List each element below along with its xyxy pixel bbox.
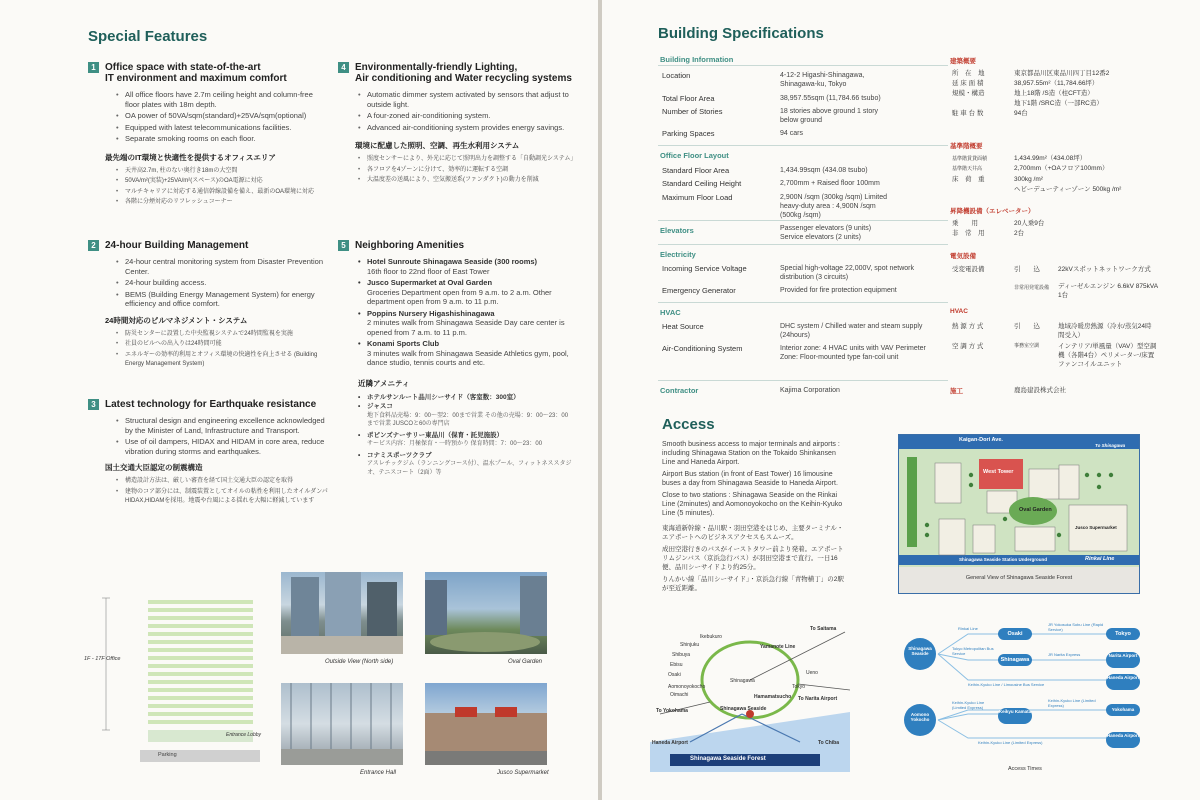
jp-spec-label: 所 在 地 xyxy=(952,70,985,77)
route-line-label: JR Yokosuka Sobu Line (Rapid Service) xyxy=(1048,622,1104,632)
photo-oval-garden xyxy=(425,572,547,654)
jp-spec-label: 非 常 用 xyxy=(952,230,985,237)
parking-label: Parking xyxy=(158,752,177,758)
feature-4-jp-bullet: • 各フロアを4ゾーンに分けて、効率的に運転する空調 xyxy=(358,166,574,176)
spec-value: 94 cars xyxy=(780,130,803,137)
route-line-label: Tokyo Metropolitan Bus Service xyxy=(952,646,994,656)
feature-2-bullet: • BEMS (Building Energy Management System) for energy efficiency and office comfort. xyxy=(116,290,328,309)
jp-spec-label: 基準階天井高 xyxy=(952,166,983,172)
feature-1-jp-bullet: • 50VA/m²(実装)+25VA/m²(スペース)のOA電源に対応 xyxy=(116,177,328,187)
feature-3-jp-bullet: • 建物のコア部分には、制震装置としてオイルの粘性を利用したオイルダンパHIDAX,HIDAMを採用。地震や台風による揺れを大幅に軽減しています xyxy=(116,488,328,507)
amenity-name: • Konami Sports Club xyxy=(358,339,574,349)
map-oval-garden: Oval Garden xyxy=(1019,507,1052,513)
spec-label: Incoming Service Voltage xyxy=(662,264,747,273)
special-features-title: Special Features xyxy=(88,28,208,45)
route-node-haneda: Haneda Airport xyxy=(1106,674,1140,690)
jp-spec-section: 建築概要 xyxy=(950,58,976,65)
jp-spec-section: 基準階概要 xyxy=(950,143,983,150)
rail-osaki: Osaki xyxy=(668,672,681,678)
jp-spec-label: 規模・構造 xyxy=(952,90,985,97)
route-diagram xyxy=(898,620,1148,780)
jp-spec-section: HVAC xyxy=(950,308,968,315)
spec-divider xyxy=(658,244,948,245)
caption-oval-garden: Oval Garden xyxy=(508,659,543,665)
spec-label: Emergency Generator xyxy=(662,286,736,295)
amenity-desc: 16th floor to 22nd floor of East Tower xyxy=(367,266,490,276)
area-map xyxy=(898,434,1140,594)
feature-1-heading-l1: Office space with state-of-the-art xyxy=(105,62,261,73)
jp-spec-label: 延 床 面 積 xyxy=(952,80,984,87)
access-jp-paragraph: 東海道新幹線・品川駅・羽田空港をはじめ、主要ターミナル・エアポートへのビジネスアクセスもスムーズ。 xyxy=(662,525,844,541)
feature-1 xyxy=(88,62,328,209)
jp-spec-label: 熱 源 方 式 xyxy=(952,323,984,330)
rail-to-saitama: To Saitama xyxy=(810,626,837,632)
jp-spec-value: 94台 xyxy=(1014,110,1028,117)
caption-outside-view: Outside View (North side) xyxy=(325,659,394,665)
amenity-desc: 2 minutes walk from Shinagawa Seaside Day care center is opened from 7 a.m. to 11 p.m. xyxy=(367,318,565,337)
spec-label: Total Floor Area xyxy=(662,94,715,103)
left-page xyxy=(0,0,598,800)
access-text xyxy=(662,440,847,593)
spec-value: 18 stories above ground 1 story below ground xyxy=(780,108,879,124)
feature-1-jp-bullet: • マルチキャリアに対応する通信幹線設備を備え、最新のOA環境に対応 xyxy=(116,188,328,198)
spec-label: Standard Floor Area xyxy=(662,166,730,175)
feature-2-number: 2 xyxy=(88,240,99,251)
route-line-label: Rinkai Line xyxy=(958,626,978,631)
rail-ebisu: Ebisu xyxy=(670,662,683,668)
photo-jusco-supermarket xyxy=(425,683,547,765)
jp-spec-value: ディーゼルエンジン 6.6kV 875kVA 1台 xyxy=(1058,283,1158,299)
spec-value: 2,900N /sqm (300kg /sqm) Limited heavy-duty area : 4,900N /sqm (500kg /sqm) xyxy=(780,194,887,219)
caption-jusco-supermarket: Jusco Supermarket xyxy=(497,770,549,776)
amenity-jp-name: • ジャスコ xyxy=(358,402,574,412)
spec-divider xyxy=(658,220,948,221)
jp-spec-value: 地下1階 /SRC造（一部RC造） xyxy=(1014,100,1103,107)
spec-value: Interior zone: 4 HVAC units with VAV Perimeter Zone: Floor-mounted type fan-coil unit xyxy=(780,345,926,361)
jp-spec-table xyxy=(948,52,1168,404)
feature-4 xyxy=(338,62,577,187)
rail-map xyxy=(650,622,850,772)
spec-divider xyxy=(658,145,948,146)
jp-spec-value: 300kg /m² xyxy=(1014,176,1043,183)
feature-2-jp-bullet: • 社員のビルへの出入りは24時間可能 xyxy=(116,340,328,350)
office-floor-label: 1F - 17F Office xyxy=(84,656,121,662)
feature-4-bullet: • Automatic dimmer system activated by sensors that adjust to outside light. xyxy=(358,90,574,109)
jp-spec-label: 基準階賃貸面積 xyxy=(952,156,988,162)
feature-2 xyxy=(88,240,328,371)
access-title: Access xyxy=(662,416,715,433)
jp-spec-value: 22kVスポットネットワーク方式 xyxy=(1058,266,1151,273)
spec-label: Heat Source xyxy=(662,322,704,331)
spec-divider xyxy=(658,65,948,66)
feature-1-number: 1 xyxy=(88,62,99,73)
jp-spec-mid: 事務室空調 xyxy=(1014,343,1040,349)
rail-ikebukuro: Ikebukuro xyxy=(700,634,722,640)
jp-spec-label: 受変電設備 xyxy=(952,266,985,273)
route-start-seaside: Shinagawa Seaside xyxy=(908,646,932,656)
route-node-keikyu-kamata: Keikyu Kamata xyxy=(998,708,1032,724)
route-line-label: JR Narita Express xyxy=(1048,652,1081,657)
amenity-jp-desc: サービス内容：月極保育・一時預かり 保育時間：7：00〜23：00 xyxy=(367,441,543,447)
route-node-haneda-2: Haneda Airport xyxy=(1106,732,1140,748)
access-paragraph: Close to two stations : Shinagawa Seaside on the Rinkai Line (2minutes) and Aomonoyokocho on the Keihin-Kyuko Line (5 minutes). xyxy=(662,492,843,517)
amenity-jp-name: • コナミスポーツクラブ xyxy=(358,451,574,461)
jp-spec-mid: 引 込 xyxy=(1014,266,1040,273)
map-rinkai-line: Rinkai Line xyxy=(1085,556,1115,562)
rail-oimachi: Oimachi xyxy=(670,692,689,698)
route-node-shinagawa: Shinagawa xyxy=(998,654,1032,666)
building-specifications-title: Building Specifications xyxy=(658,25,824,42)
route-node-tokyo: Tokyo xyxy=(1106,628,1140,640)
jp-spec-label: 床 荷 重 xyxy=(952,176,985,183)
spec-value: 2,700mm + Raised floor 100mm xyxy=(780,180,880,187)
rail-shinagawa: Shinagawa xyxy=(730,678,755,684)
spec-section-hvac: HVAC xyxy=(660,308,681,317)
feature-1-bullet: • Separate smoking rooms on each floor. xyxy=(116,134,328,144)
photo-outside-view xyxy=(281,572,403,654)
feature-4-heading-l2: Air conditioning and Water recycling systems xyxy=(355,73,572,84)
photo-oval-svg xyxy=(425,572,547,654)
spec-divider xyxy=(658,302,948,303)
feature-1-bullet: • Equipped with latest telecommunications facilities. xyxy=(116,123,328,133)
jp-spec-mid: 非常用発電設備 xyxy=(1014,285,1050,291)
route-line-label: Keihin-Kyuko Line (Limited Express) xyxy=(952,700,985,710)
feature-2-bullet: • 24-hour central monitoring system from Disaster Prevention Center. xyxy=(116,257,328,276)
feature-5-number: 5 xyxy=(338,240,349,251)
map-west-tower: West Tower xyxy=(983,469,1014,475)
feature-2-jp-bullet: • 防災センターに設置した中央監視システムで24時間監視を実施 xyxy=(116,330,328,340)
feature-3-number: 3 xyxy=(88,399,99,410)
access-jp-paragraph: 成田空港行きのバスがイーストタワー前より発着。エアポートリムジンバス（京浜急行バス）が羽田空港まで直行。一日16便、品川シーサイドより約25分。 xyxy=(662,546,844,571)
feature-3 xyxy=(88,399,328,508)
rail-haneda: Haneda Airport xyxy=(652,740,688,746)
spec-label: Number of Stories xyxy=(662,107,723,116)
photo-hall-svg xyxy=(281,683,403,765)
spec-label: Maximum Floor Load xyxy=(662,193,733,202)
access-paragraph: Smooth business access to major terminals and airports : including Shinagawa Station on the Tokaido Shinkansen Line and Haneda Airport. xyxy=(662,441,840,466)
jp-spec-value: 2,700mm（+OAフロア100mm） xyxy=(1014,165,1109,172)
jp-spec-value: 1,434.99m²（434.08坪） xyxy=(1014,155,1087,162)
route-line-label: Keihin-Kyuko Line (Limited Express) xyxy=(978,740,1043,745)
jp-spec-value: 地域冷暖房熱源（冷水/蒸気24時間受入） xyxy=(1058,323,1152,339)
jp-spec-section: 施工 xyxy=(950,388,963,395)
feature-5-heading: Neighboring Amenities xyxy=(355,240,465,251)
rail-shinjuku: Shinjuku xyxy=(680,642,700,648)
building-section-svg xyxy=(88,590,268,770)
spec-label: Standard Ceiling Height xyxy=(662,179,742,188)
spec-label: Air-Conditioning System xyxy=(662,344,743,353)
amenity-jp-name: • ポピンズナーサリー東品川（保育・託児施設） xyxy=(358,431,574,441)
rail-to-chiba: To Chiba xyxy=(818,740,840,746)
jp-spec-value: 鹿島建設株式会社 xyxy=(1014,387,1066,394)
building-section-diagram xyxy=(84,590,268,770)
feature-4-number: 4 xyxy=(338,62,349,73)
map-jusco: Jusco Supermarket xyxy=(1075,525,1117,530)
feature-3-bullet: • Use of oil dampers, HIDAX and HIDAM in core area, reduce vibration during storms and earthquakes. xyxy=(116,437,328,456)
amenity-desc: Groceries Department open from 9 a.m. to 2 a.m. Other department open from 9 a.m. to 11 p.m. xyxy=(367,287,552,306)
feature-4-heading-l1: Environmentally-friendly Lighting, xyxy=(355,62,518,73)
access-paragraph: Airport Bus station (in front of East Tower) 16 limousine buses a day from Shinagawa Seaside to Haneda Airport. xyxy=(662,471,838,487)
feature-1-jp-bullet: • 天井高2.7m, 柱のない奥行き18mの大空間 xyxy=(116,167,328,177)
spec-value: DHC system / Chilled water and steam supply (24hours) xyxy=(780,323,923,339)
route-diagram-caption: Access Times xyxy=(1008,766,1042,772)
feature-2-jp-heading: 24時間対応のビルマネジメント・システム xyxy=(105,315,248,325)
amenity-desc: 3 minutes walk from Shinagawa Seaside Athletics gym, pool, dance studio, tennis courts and etc. xyxy=(367,348,569,367)
rail-to-narita: To Narita Airport xyxy=(798,696,838,702)
feature-3-jp-bullet: • 構造設計方法は、厳しい審査を経て国土交通大臣の認定を取得 xyxy=(116,477,328,487)
feature-1-jp-bullet: • 各階に分煙対応のリフレッシュコーナー xyxy=(116,198,328,208)
spec-value: Special high-voltage 22,000V, spot network distribution (3 circuits) xyxy=(780,265,914,281)
spec-value: Provided for fire protection equipment xyxy=(780,287,897,294)
map-station-label: Shinagawa Seaside Station Underground xyxy=(959,557,1048,562)
jp-spec-label: 空 調 方 式 xyxy=(952,343,984,350)
spec-table xyxy=(658,52,948,404)
jp-spec-value: 2台 xyxy=(1014,230,1025,237)
spec-label: Location xyxy=(662,71,691,80)
rail-yamanote: Yamanote Line xyxy=(760,644,796,650)
feature-1-bullet: • OA power of 50VA/sqm(standard)+25VA/sqm(optional) xyxy=(116,111,328,121)
rail-map-banner: Shinagawa Seaside Forest xyxy=(690,756,766,762)
spec-label: Parking Spaces xyxy=(662,129,715,138)
amenity-jp-desc: 地下食料品売場：9：00〜翌2：00まで営業 その他の売場：9：00〜23：00まで営業 JUSCOと60の専門店 xyxy=(367,412,569,427)
feature-1-jp-heading: 最先端のIT環境と快適性を提供するオフィスエリア xyxy=(105,152,276,162)
feature-4-jp-heading: 環境に配慮した照明、空調、再生水利用システム xyxy=(355,141,520,150)
route-line-label: Keihin-Kyuko Line (Limited Express) xyxy=(1048,698,1096,708)
rail-aomonoyokocho: Aomonoyokocho xyxy=(668,684,706,690)
right-page xyxy=(602,0,1200,800)
photo-jusco-svg xyxy=(425,683,547,765)
jp-spec-mid: 引 込 xyxy=(1014,323,1040,330)
entrance-lobby-label: Entrance Lobby xyxy=(226,732,262,738)
route-node-narita: Narita Airport xyxy=(1106,652,1140,668)
feature-3-bullet: • Structural design and engineering excellence acknowledged by the Minister of Land, Infrastructure and Transport. xyxy=(116,416,328,435)
amenity-name: • Jusco Supermarket at Oval Garden xyxy=(358,278,574,288)
photo-entrance-hall xyxy=(281,683,403,765)
jp-spec-value: インテリア/単風量（VAV）型空調機（各階4台）ペリメーター/床置ファンコイルユニット xyxy=(1058,343,1157,368)
feature-4-bullet: • A four-zoned air-conditioning system. xyxy=(358,111,574,121)
jp-spec-label: 駐 車 台 数 xyxy=(952,110,984,117)
area-map-caption: General View of Shinagawa Seaside Forest xyxy=(965,575,1073,581)
amenity-name: • Poppins Nursery Higashishinagawa xyxy=(358,309,574,319)
jp-spec-value: 38,957.55m²（11,784.66坪） xyxy=(1014,80,1099,87)
jp-spec-value: 東京都品川区東品川四丁目12番2 xyxy=(1014,70,1110,77)
route-start-aomono: Aomono Yokocho xyxy=(910,712,930,722)
route-line-label: Keihin-Kyuko Line / Limousine Bus Service xyxy=(968,682,1045,687)
rail-ueno: Ueno xyxy=(806,670,818,676)
spec-section-electricity: Electricity xyxy=(660,250,696,259)
rail-tokyo: Tokyo xyxy=(792,684,806,690)
jp-spec-value: 20人乗9台 xyxy=(1014,220,1045,227)
amenities-jp-heading: 近隣アメニティ xyxy=(358,378,410,388)
spec-section-elevators: Elevators xyxy=(660,226,694,235)
feature-2-heading: 24-hour Building Management xyxy=(105,240,249,251)
spec-section-contractor: Contractor xyxy=(660,386,699,395)
feature-3-jp-heading: 国土交通大臣認定の制震構造 xyxy=(105,463,203,472)
route-node-osaki: Osaki xyxy=(998,628,1032,640)
amenity-jp-name: • ホテルサンルート品川シーサイド（客室数：300室） xyxy=(358,393,574,403)
spec-value: Kajima Corporation xyxy=(780,387,840,394)
feature-2-jp-bullet: • エネルギーの効率的利用とオフィス環境の快適性を向上させる (Building Energy Management System) xyxy=(116,351,328,370)
amenity-name: • Hotel Sunroute Shinagawa Seaside (300 rooms) xyxy=(358,257,574,267)
map-to-shinagawa: To Shinagawa xyxy=(1095,443,1126,448)
jp-spec-value: ヘビーデューティーゾーン 500kg /m² xyxy=(1014,186,1122,193)
rail-shibuya: Shibuya xyxy=(672,652,691,658)
caption-entrance-hall: Entrance Hall xyxy=(360,770,397,776)
spec-divider xyxy=(658,380,948,381)
feature-3-heading: Latest technology for Earthquake resistance xyxy=(105,399,317,410)
spec-section-info: Building Information xyxy=(660,55,734,64)
feature-4-bullet: • Advanced air-conditioning system provides energy savings. xyxy=(358,123,574,133)
rail-hamamatsucho: Hamamatsucho xyxy=(754,694,792,700)
rail-shinagawa-seaside: Shinagawa Seaside xyxy=(720,706,767,712)
spec-section-layout: Office Floor Layout xyxy=(660,151,729,160)
spec-value: 1,434.99sqm (434.08 tsubo) xyxy=(780,167,868,174)
photo-outside-svg xyxy=(281,572,403,654)
area-map-svg xyxy=(899,435,1139,593)
jp-spec-section: 昇降機設備（エレベーター） xyxy=(950,208,1035,215)
feature-4-jp-bullet: • 照度センサーにより、外光に応じて照明出力を調整する「自動調光システム」 xyxy=(358,155,574,165)
spec-value: Passenger elevators (9 units) Service elevators (2 units) xyxy=(780,225,872,241)
jp-spec-label: 乗 用 xyxy=(952,220,978,227)
feature-4-jp-bullet: • 大温度差の送風により、空気搬送系(ファンダクト)の動力を削減 xyxy=(358,176,574,186)
spec-value: 4-12-2 Higashi-Shinagawa, Shinagawa-ku, Tokyo xyxy=(780,72,865,88)
spec-value: 38,957.55sqm (11,784.66 tsubo) xyxy=(780,95,881,102)
jp-spec-section: 電気設備 xyxy=(950,253,976,260)
feature-1-bullet: • All office floors have 2.7m ceiling height and column-free floor plates with 18m depth. xyxy=(116,90,328,109)
jp-spec-value: 地上18階 /S造（柱CFT造） xyxy=(1014,90,1094,97)
amenity-jp-desc: アスレチックジム（ランニングコース付）、温水プール、フィットネススタジオ、テニスコート（2面）等 xyxy=(367,461,572,476)
feature-1-heading-l2: IT environment and maximum comfort xyxy=(105,73,287,84)
access-jp-paragraph: りんかい線「品川シーサイド」・京浜急行線「青物横丁」の2駅が至近距離。 xyxy=(662,576,844,592)
route-node-yokohama: Yokohama xyxy=(1106,704,1140,716)
feature-5 xyxy=(338,240,574,479)
feature-2-bullet: • 24-hour building access. xyxy=(116,278,328,288)
map-street-label: Kaigan-Dori Ave. xyxy=(959,437,1003,443)
rail-to-yokohama: To Yokohama xyxy=(656,708,688,714)
